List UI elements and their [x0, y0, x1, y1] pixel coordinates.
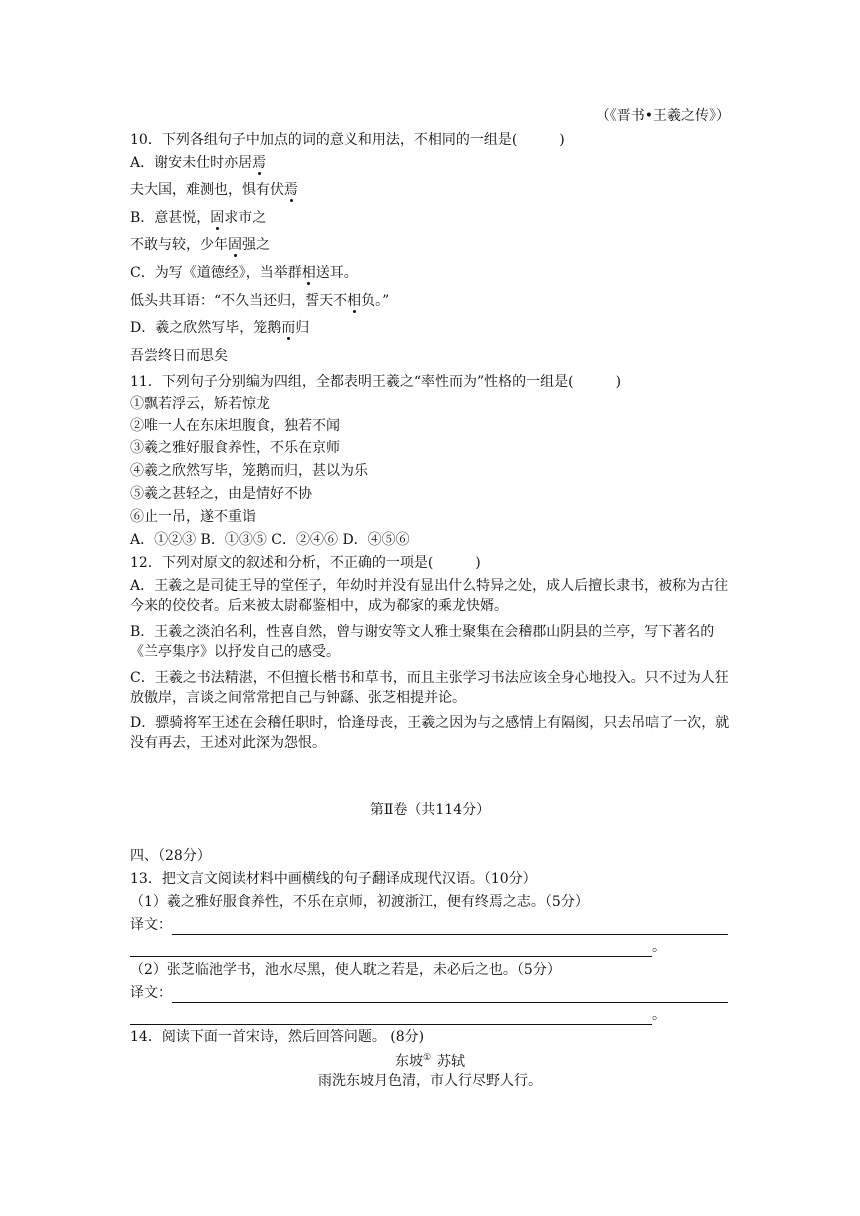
dotted-word: 焉 — [252, 155, 267, 171]
text: A．谢安未仕时亦居 — [130, 155, 253, 171]
text: D．羲之欣然写毕，笼鹅 — [130, 320, 282, 336]
q12-stem: 12．下列对原文的叙述和分析，不正确的一项是( ) — [130, 555, 481, 571]
q13-sentence-1: （1）羲之雅好服食养性，不乐在京师，初渡浙江，便有终焉之志。（5分） — [130, 894, 589, 910]
q10-option-d2: 吾尝终日而思矣 — [130, 348, 228, 364]
q10-option-c1 — [130, 263, 358, 283]
q11-item: ①飘若浮云，矫若惊龙 — [130, 396, 270, 412]
q10-option-b2 — [130, 235, 270, 255]
text: 不敢与较，少年 — [130, 237, 228, 253]
dotted-word: 相 — [347, 293, 362, 309]
poem-author: 苏轼 — [437, 1053, 466, 1070]
q10-option-b1 — [130, 208, 266, 228]
q10-option-a2 — [130, 180, 298, 200]
q11-options: A．①②③ B．①③⑤ C．②④⑥ D．④⑤⑥ — [130, 532, 410, 548]
text: B．意甚悦， — [130, 210, 211, 226]
q13-answer-line-4[interactable] — [130, 1005, 666, 1025]
q11-item: ⑤羲之甚轻之，由是情好不协 — [130, 486, 312, 502]
q11-item: ⑥止一吊，遂不重诣 — [130, 509, 256, 525]
q13-answer-line-1[interactable] — [130, 915, 728, 935]
q11-item: ②唯一人在东床坦腹食，独若不闻 — [130, 418, 340, 434]
q11-item: ③羲之雅好服食养性，不乐在京师 — [130, 440, 340, 456]
part2-title: 第Ⅱ卷（共114分） — [369, 802, 491, 818]
answer-blank[interactable] — [130, 1010, 652, 1025]
q10-option-a1 — [130, 153, 266, 173]
answer-label: 译文： — [130, 985, 172, 1001]
dotted-word: 而 — [281, 320, 296, 336]
q11-stem: 11．下列句子分别编为四组，全都表明王羲之“率性而为”性格的一组是( ) — [130, 374, 622, 390]
dotted-word: 固 — [228, 237, 242, 253]
poem-line-1: 雨洗东坡月色清，市人行尽野人行。 — [318, 1073, 542, 1089]
q11-item: ④羲之欣然写毕，笼鹅而归，甚以为乐 — [130, 463, 368, 479]
section-4-heading: 四、（28分） — [130, 848, 211, 864]
dotted-word: 固 — [210, 210, 225, 226]
poem-title: 东坡 — [394, 1053, 423, 1070]
text: 送耳。 — [315, 265, 358, 281]
text: 夫大国，难测也，惧有伏 — [130, 182, 284, 198]
text: 强之 — [242, 237, 270, 253]
q10-option-c2 — [130, 291, 389, 311]
text: 负。” — [361, 293, 390, 309]
q10-option-d1 — [130, 318, 309, 338]
answer-blank[interactable] — [172, 920, 728, 935]
poem-heading — [0, 1048, 860, 1072]
answer-blank[interactable] — [172, 988, 728, 1003]
footnote-marker: ① — [422, 1053, 432, 1063]
q10-stem: 10．下列各组句子中加点的词的意义和用法，不相同的一组是( ) — [130, 132, 565, 148]
dotted-word: 焉 — [284, 182, 298, 198]
dotted-word: 相 — [301, 265, 316, 281]
q13-answer-line-2[interactable] — [130, 937, 666, 957]
period: 。 — [652, 1007, 666, 1023]
text: 低头共耳语：“不久当还归，誓天不 — [130, 293, 348, 309]
q12-option-c: C．王羲之书法精湛，不但擅长楷书和草书，而且主张学习书法应该全身心地投入。只不过为人狂放傲岸，言谈之间常常把自己与钟繇、张芝相提并论。 — [130, 670, 729, 706]
q12-option-d: D．骠骑将军王述在会稽任职时，恰逢母丧，王羲之因为与之感情上有隔阂，只去吊唁了一次，就没有再去，王述对此深为怨恨。 — [130, 715, 730, 751]
q12-option-a: A．王羲之是司徒王导的堂侄子，年幼时并没有显出什么特异之处，成人后擅长隶书，被称为古往今来的佼佼者。后来被太尉郗鉴相中，成为郗家的乘龙快婿。 — [130, 578, 729, 614]
text: 求市之 — [224, 210, 267, 226]
q13-stem: 13．把文言文阅读材料中画横线的句子翻译成现代汉语。（10分） — [130, 871, 537, 887]
period: 。 — [652, 939, 666, 955]
text: 归 — [295, 320, 310, 336]
q12-option-b: B．王羲之淡泊名利，性喜自然，曾与谢安等文人雅士聚集在会稽郡山阴县的兰亭，写下著名的《兰亭集序》以抒发自己的感受。 — [130, 624, 715, 660]
q14-stem: 14．阅读下面一首宋诗，然后回答问题。 (8分) — [130, 1029, 425, 1045]
answer-blank[interactable] — [130, 942, 652, 957]
answer-label: 译文： — [130, 917, 172, 933]
q13-sentence-2: （2）张芝临池学书，池水尽黑，使人耽之若是，未必后之也。（5分） — [130, 962, 561, 978]
q13-answer-line-3[interactable] — [130, 983, 728, 1003]
source-citation: （《晋书•王羲之传》） — [595, 108, 730, 124]
text: C．为写《道德经》，当举群 — [130, 265, 302, 281]
